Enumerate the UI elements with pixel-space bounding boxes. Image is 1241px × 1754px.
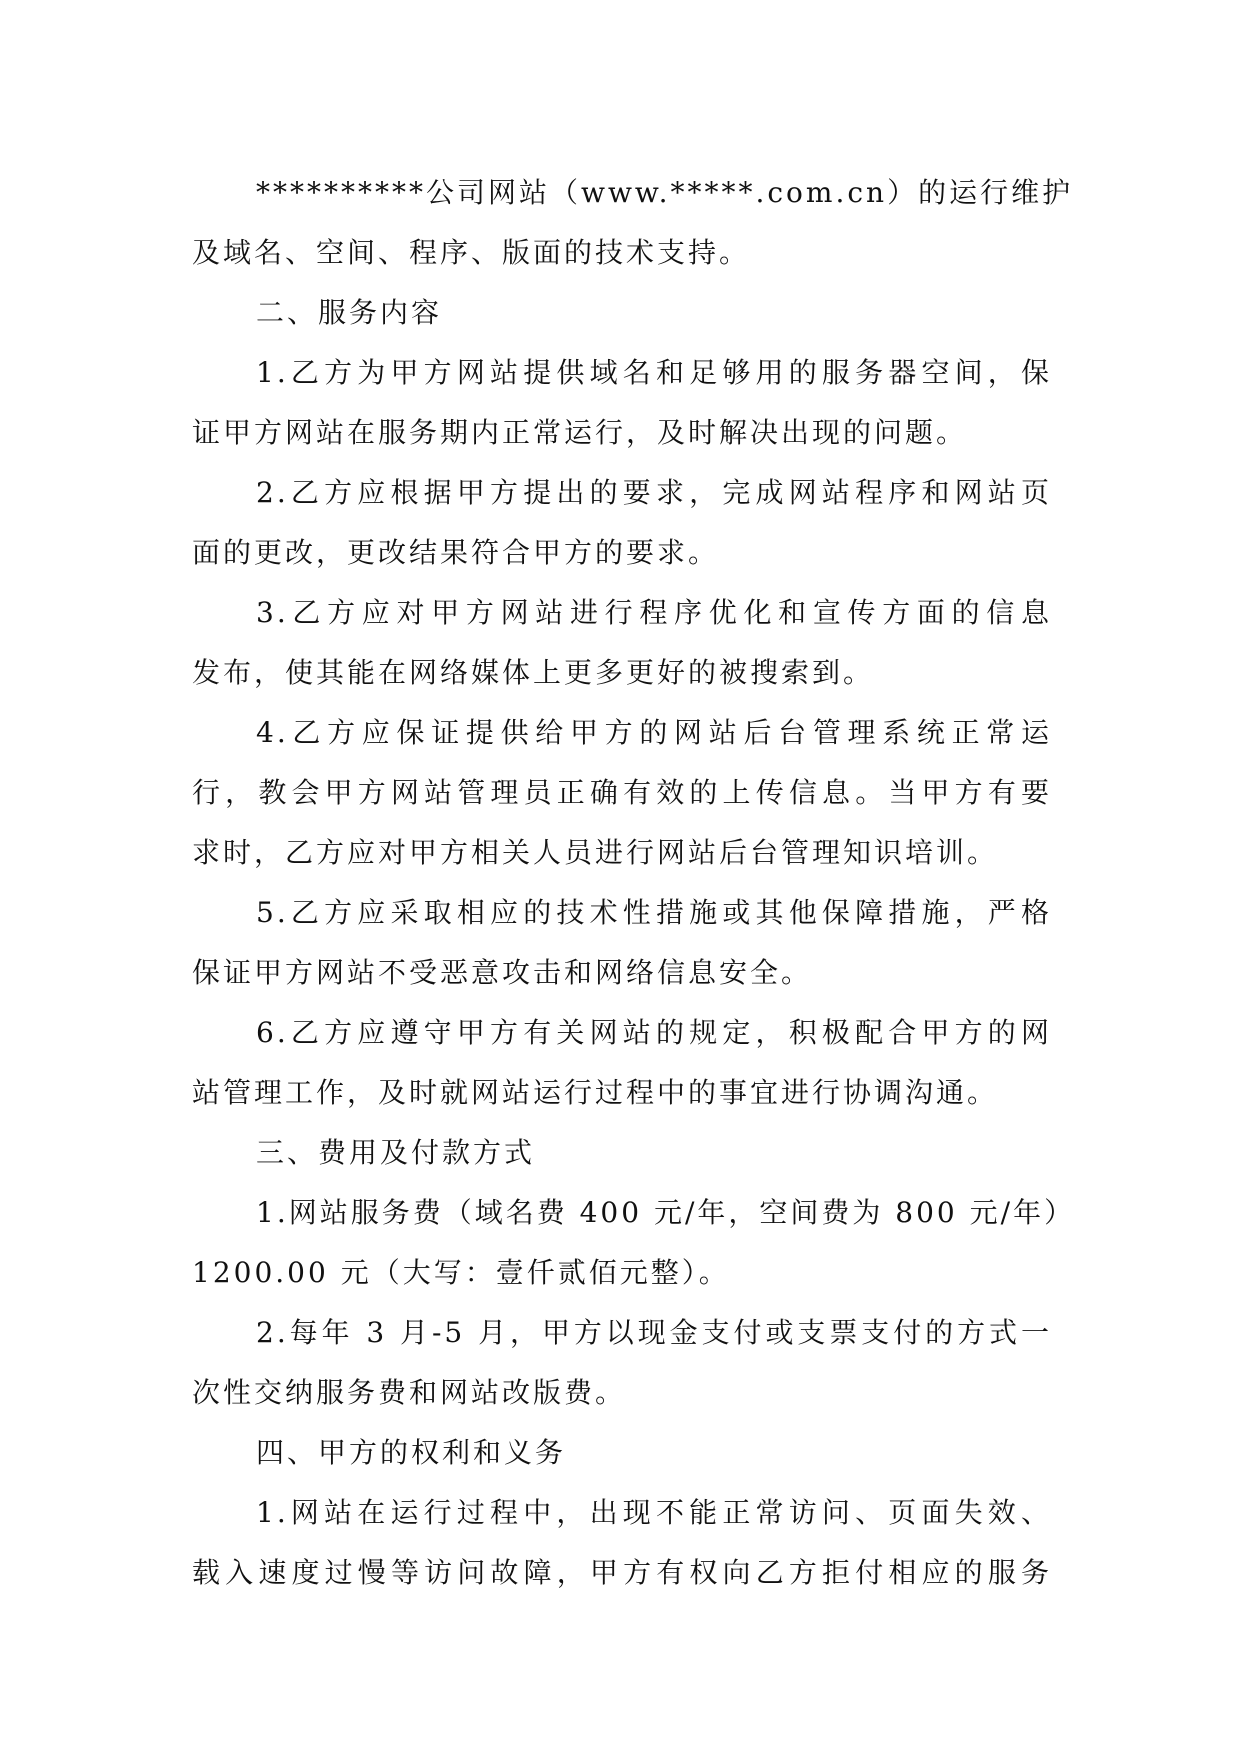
service-item-3-line-1: 3.乙方应对甲方网站进行程序优化和宣传方面的信息 [256, 596, 1052, 629]
service-item-2-line-1: 2.乙方应根据甲方提出的要求，完成网站程序和网站页 [256, 476, 1052, 509]
section-heading-service-content: 二、服务内容 [256, 296, 443, 329]
service-item-5-line-1: 5.乙方应采取相应的技术性措施或其他保障措施，严格 [256, 896, 1052, 929]
fees-item-1-line-1: 1.网站服务费（域名费 400 元/年，空间费为 800 元/年） [256, 1196, 1076, 1229]
service-item-2-line-2: 面的更改，更改结果符合甲方的要求。 [192, 536, 720, 569]
rights-item-1-line-2: 载入速度过慢等访问故障，甲方有权向乙方拒付相应的服务 [192, 1556, 1052, 1589]
service-item-6-line-1: 6.乙方应遵守甲方有关网站的规定，积极配合甲方的网 [256, 1016, 1052, 1049]
section-heading-party-a-rights: 四、甲方的权利和义务 [256, 1436, 567, 1469]
intro-line-1: **********公司网站（www.*****.com.cn）的运行维护 [256, 176, 1074, 209]
document-body [192, 163, 1076, 1603]
fees-item-2-line-2: 次性交纳服务费和网站改版费。 [192, 1376, 627, 1409]
service-item-1-line-2: 证甲方网站在服务期内正常运行，及时解决出现的问题。 [192, 416, 968, 449]
service-item-4-line-1: 4.乙方应保证提供给甲方的网站后台管理系统正常运 [256, 716, 1052, 749]
service-item-4-line-2: 行，教会甲方网站管理员正确有效的上传信息。当甲方有要 [192, 776, 1052, 809]
section-heading-fees-payment: 三、费用及付款方式 [256, 1136, 536, 1169]
intro-line-2: 及域名、空间、程序、版面的技术支持。 [192, 236, 751, 269]
fees-item-2-line-1: 2.每年 3 月-5 月，甲方以现金支付或支票支付的方式一 [256, 1316, 1052, 1349]
service-item-6-line-2: 站管理工作，及时就网站运行过程中的事宜进行协调沟通。 [192, 1076, 999, 1109]
service-item-3-line-2: 发布，使其能在网络媒体上更多更好的被搜索到。 [192, 656, 875, 689]
fees-item-1-line-2: 1200.00 元（大写：壹仟贰佰元整）。 [192, 1256, 730, 1289]
service-item-5-line-2: 保证甲方网站不受恶意攻击和网络信息安全。 [192, 956, 813, 989]
service-item-4-line-3: 求时，乙方应对甲方相关人员进行网站后台管理知识培训。 [192, 836, 999, 869]
rights-item-1-line-1: 1.网站在运行过程中，出现不能正常访问、页面失效、 [256, 1496, 1052, 1529]
service-item-1-line-1: 1.乙方为甲方网站提供域名和足够用的服务器空间，保 [256, 356, 1052, 389]
